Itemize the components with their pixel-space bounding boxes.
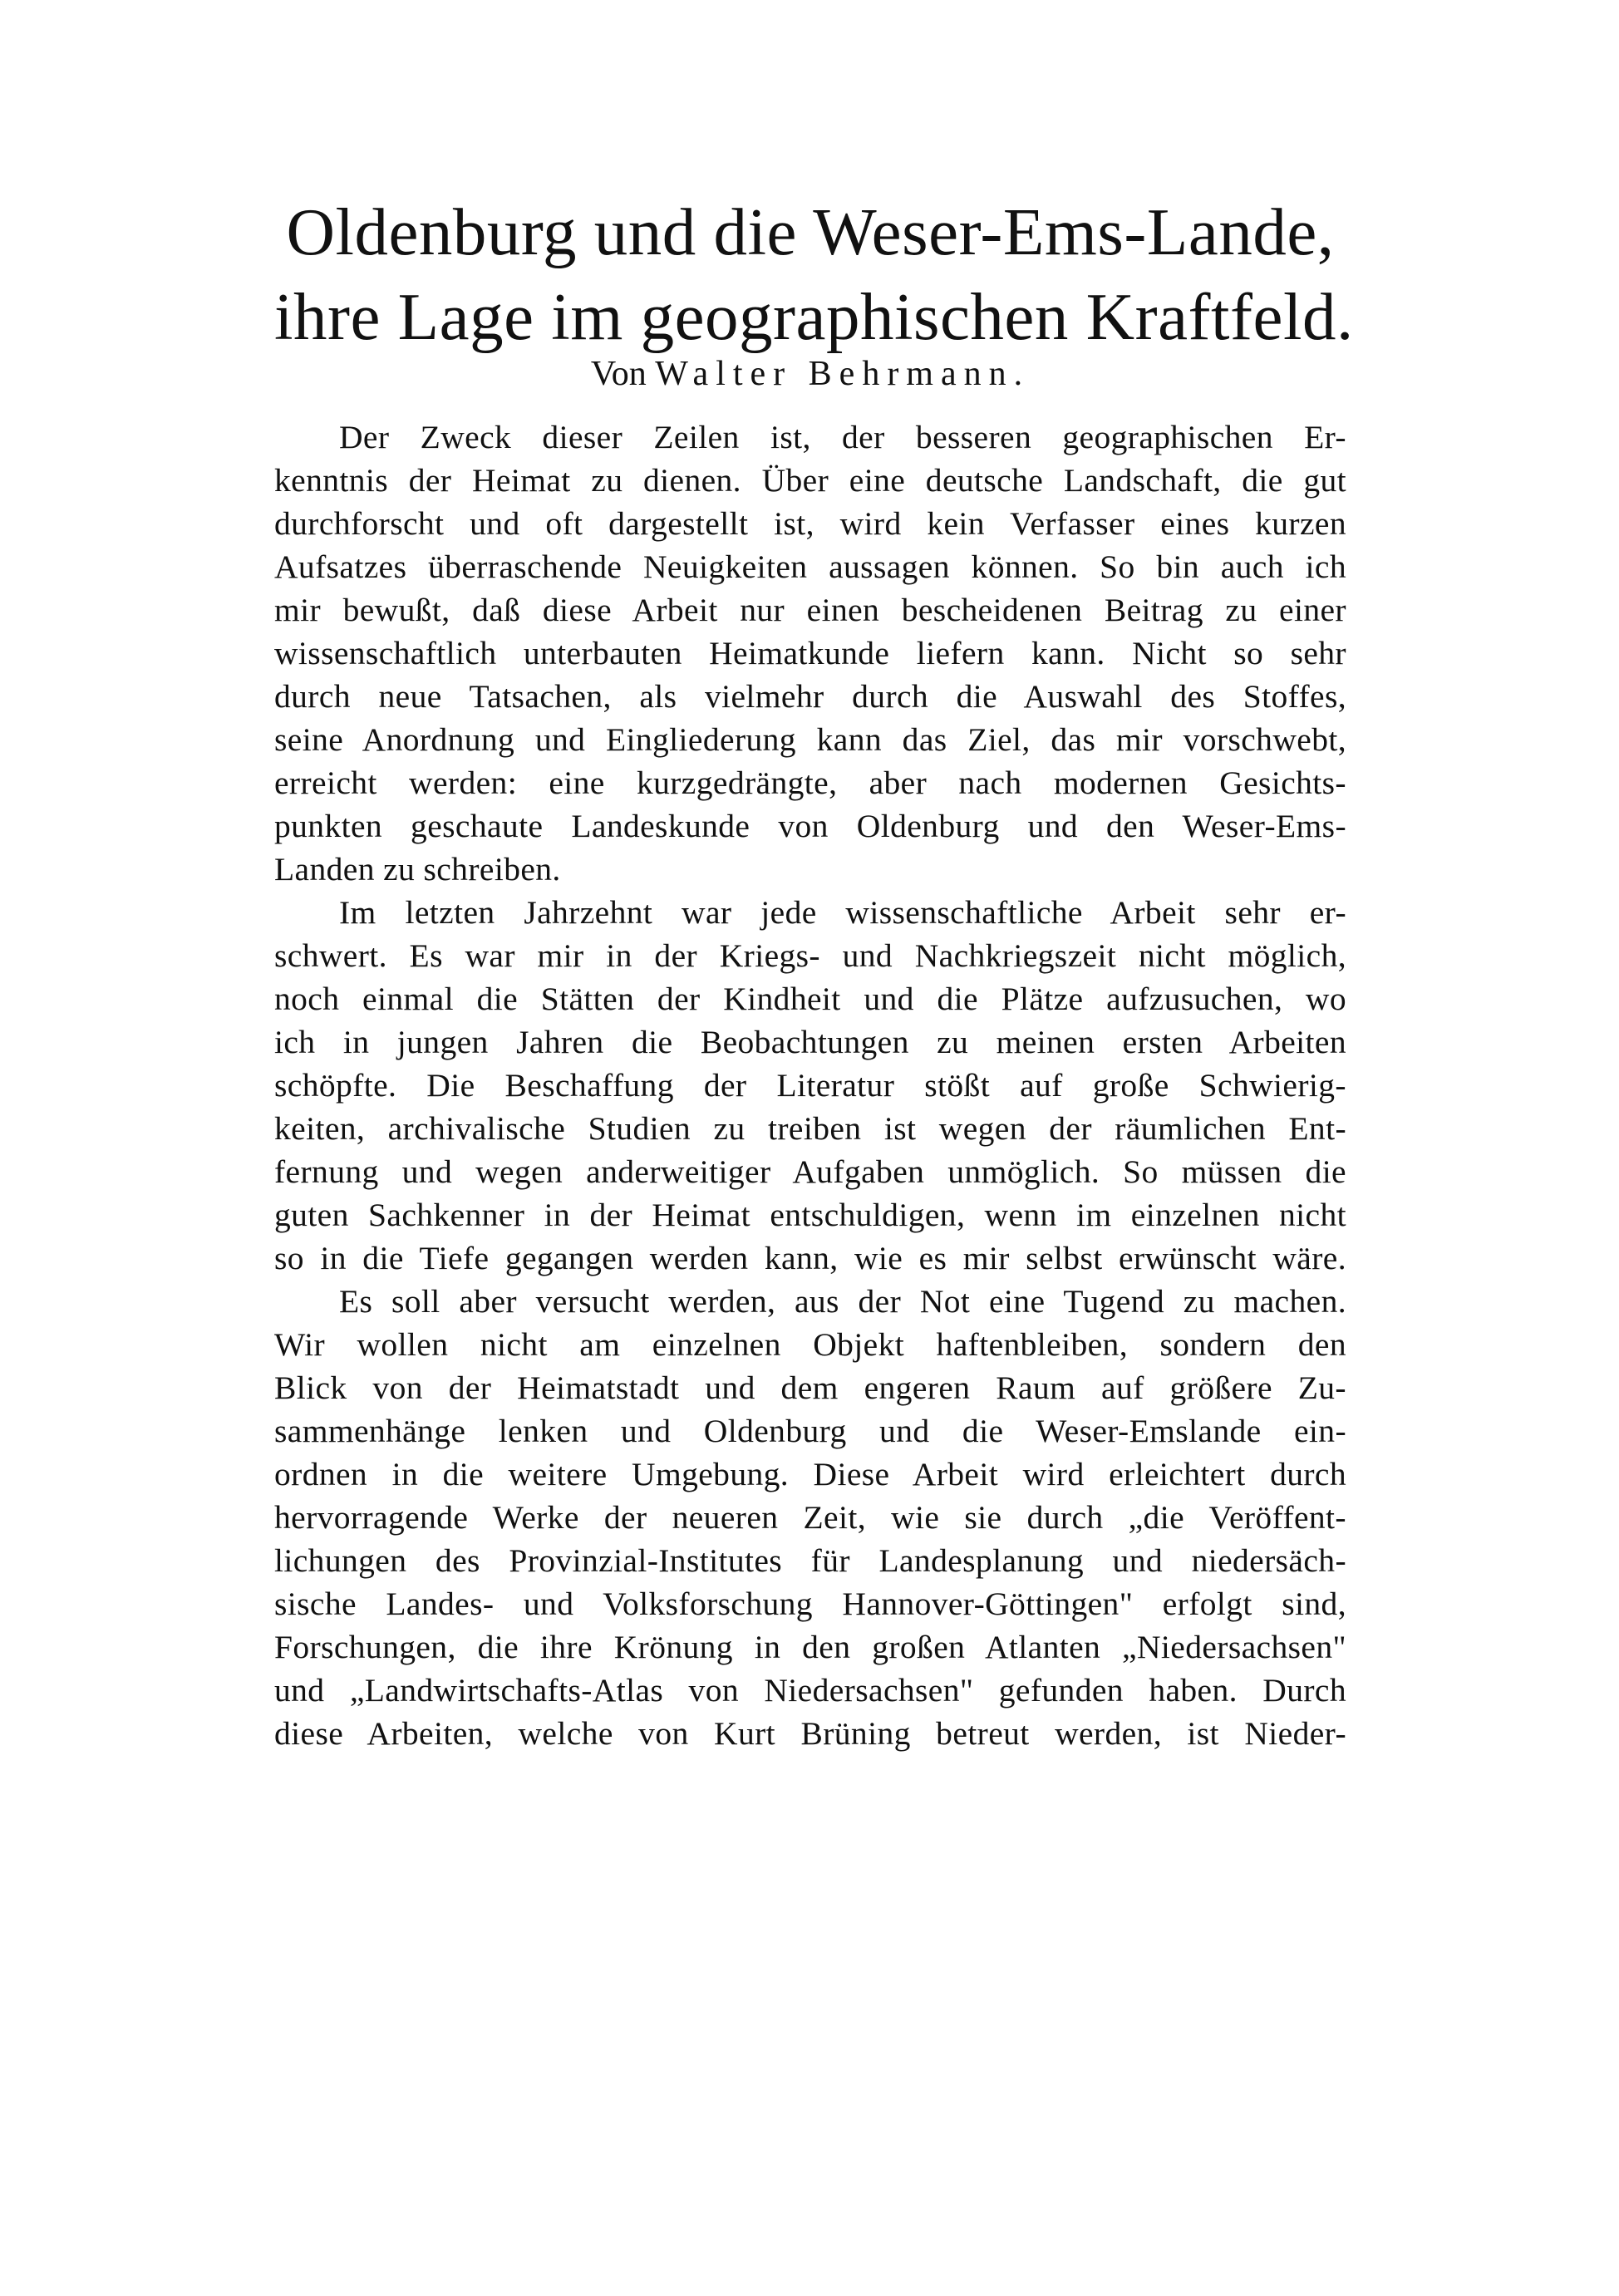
text-line: Aufsatzes überraschende Neuigkeiten aussagen können. So bin auch ich [274, 548, 1346, 585]
paragraph-1 [274, 415, 1346, 891]
text-line: Es soll aber versucht werden, aus der Not eine Tugend zu machen. [339, 1283, 1346, 1320]
author-byline [274, 351, 1346, 397]
text-line: noch einmal die Stätten der Kindheit und die Plätze aufzusuchen, wo [274, 981, 1346, 1017]
text-line: und „Landwirtschafts-Atlas von Niedersachsen" gefunden haben. Durch [274, 1672, 1346, 1708]
paragraph-2 [274, 891, 1346, 1280]
text-line: so in die Tiefe gegangen werden kann, wie es mir selbst erwünscht wäre. [274, 1240, 1346, 1276]
text-line: guten Sachkenner in der Heimat entschuldigen, wenn im einzelnen nicht [274, 1197, 1346, 1233]
text-line: Forschungen, die ihre Krönung in den großen Atlanten „Niedersachsen" [274, 1629, 1346, 1665]
text-line: lichungen des Provinzial-Institutes für Landesplanung und niedersäch- [274, 1542, 1346, 1579]
text-line: ich in jungen Jahren die Beobachtungen zu meinen ersten Arbeiten [274, 1024, 1346, 1060]
text-line: Wir wollen nicht am einzelnen Objekt haftenbleiben, sondern den [274, 1326, 1346, 1363]
title-line-1: Oldenburg und die Weser-Ems-Lande, [286, 194, 1335, 269]
text-line: erreicht werden: eine kurzgedrängte, aber nach modernen Gesichts- [274, 765, 1346, 801]
text-line: keiten, archivalische Studien zu treiben ist wegen der räumlichen Ent- [274, 1110, 1346, 1147]
article-title [274, 189, 1354, 359]
author-name: Walter Behrmann. [655, 355, 1031, 393]
text-line: sische Landes- und Volksforschung Hannover-Göttingen" erfolgt sind, [274, 1586, 1346, 1622]
text-line: wissenschaftlich unterbauten Heimatkunde liefern kann. Nicht so sehr [274, 635, 1346, 671]
text-line: seine Anordnung und Eingliederung kann das Ziel, das mir vorschwebt, [274, 721, 1346, 758]
title-line-2: ihre Lage im geographischen Kraftfeld. [274, 279, 1354, 354]
text-line: durch neue Tatsachen, als vielmehr durch die Auswahl des Stoffes, [274, 678, 1346, 715]
text-line: mir bewußt, daß diese Arbeit nur einen bescheidenen Beitrag zu einer [274, 592, 1346, 628]
text-line: ordnen in die weitere Umgebung. Diese Arbeit wird erleichtert durch [274, 1456, 1346, 1492]
text-line: Der Zweck dieser Zeilen ist, der besseren geographischen Er- [339, 419, 1346, 455]
byline-prefix: Von [590, 355, 647, 393]
text-line: hervorragende Werke der neueren Zeit, wie sie durch „die Veröffent- [274, 1499, 1346, 1536]
text-line: Landen zu schreiben. [274, 851, 561, 887]
text-line: durchforscht und oft dargestellt ist, wird kein Verfasser eines kurzen [274, 505, 1346, 542]
text-line: diese Arbeiten, welche von Kurt Brüning betreut werden, ist Nieder- [274, 1715, 1346, 1752]
text-line: schwert. Es war mir in der Kriegs- und Nachkriegszeit nicht möglich, [274, 937, 1346, 974]
text-line: Blick von der Heimatstadt und dem engeren Raum auf größere Zu- [274, 1369, 1346, 1406]
text-line: fernung und wegen anderweitiger Aufgaben unmöglich. So müssen die [274, 1153, 1346, 1190]
article-body [274, 415, 1346, 1755]
paragraph-3 [274, 1280, 1346, 1755]
text-line: schöpfte. Die Beschaffung der Literatur stößt auf große Schwierig- [274, 1067, 1346, 1104]
text-line: sammenhänge lenken und Oldenburg und die Weser-Emslande ein- [274, 1413, 1346, 1449]
text-line: kenntnis der Heimat zu dienen. Über eine deutsche Landschaft, die gut [274, 462, 1346, 499]
text-line: Im letzten Jahrzehnt war jede wissenschaftliche Arbeit sehr er- [339, 894, 1346, 931]
text-line: punkten geschaute Landeskunde von Oldenburg und den Weser-Ems- [274, 808, 1346, 844]
